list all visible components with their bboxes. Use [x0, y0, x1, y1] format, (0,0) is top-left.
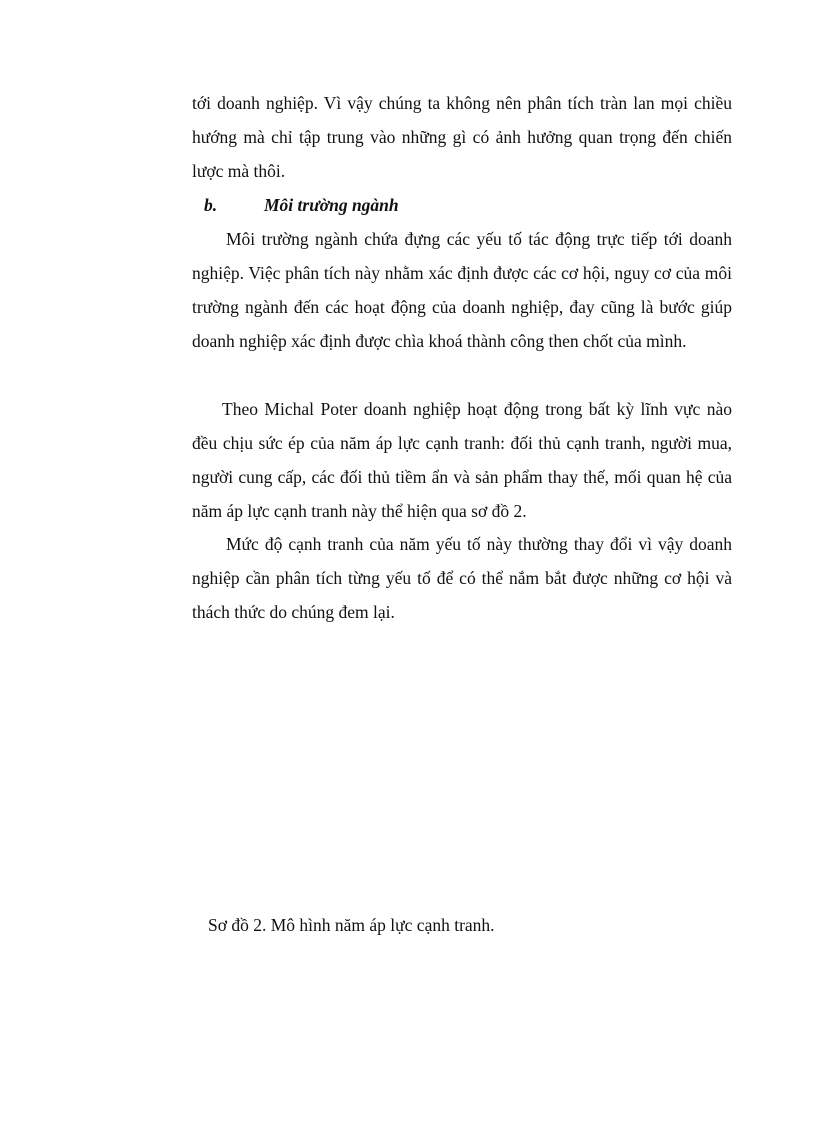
section-letter: b.	[204, 195, 218, 215]
paragraph-porter: Theo Michal Poter doanh nghiệp hoạt động trong bất kỳ lĩnh vực nào đều chịu sức ép của năm áp lực cạnh tranh: đối thủ cạnh tranh, người mua, người cung cấp, các đối thủ tiềm ẩn và sản phẩm thay thế, mối quan hệ của năm áp lực cạnh tranh này thể hiện qua sơ đồ 2.	[192, 399, 732, 521]
section-heading	[204, 188, 724, 222]
paragraph-intro-continuation: tới doanh nghiệp. Vì vậy chúng ta không nên phân tích tràn lan mọi chiều hướng mà chỉ tập trung vào những gì có ảnh hưởng quan trọng đến chiến lược mà thôi.	[192, 93, 732, 181]
paragraph-competition-level: Mức độ cạnh tranh của năm yếu tố này thường thay đổi vì vậy doanh nghiệp cần phân tích từng yếu tố để có thể nắm bắt được những cơ hội và thách thức do chúng đem lại.	[192, 534, 732, 622]
figure-caption: Sơ đồ 2. Mô hình năm áp lực cạnh tranh.	[208, 915, 495, 935]
section-title: Môi trường ngành	[264, 195, 399, 215]
paragraph-industry-environment: Môi trường ngành chứa đựng các yếu tố tác động trực tiếp tới doanh nghiệp. Việc phân tích này nhằm xác định được các cơ hội, nguy cơ của môi trường ngành đến các hoạt động của doanh nghiệp, đay cũng là bước giúp doanh nghiệp xác định được chìa khoá thành công then chốt của mình.	[192, 229, 732, 351]
